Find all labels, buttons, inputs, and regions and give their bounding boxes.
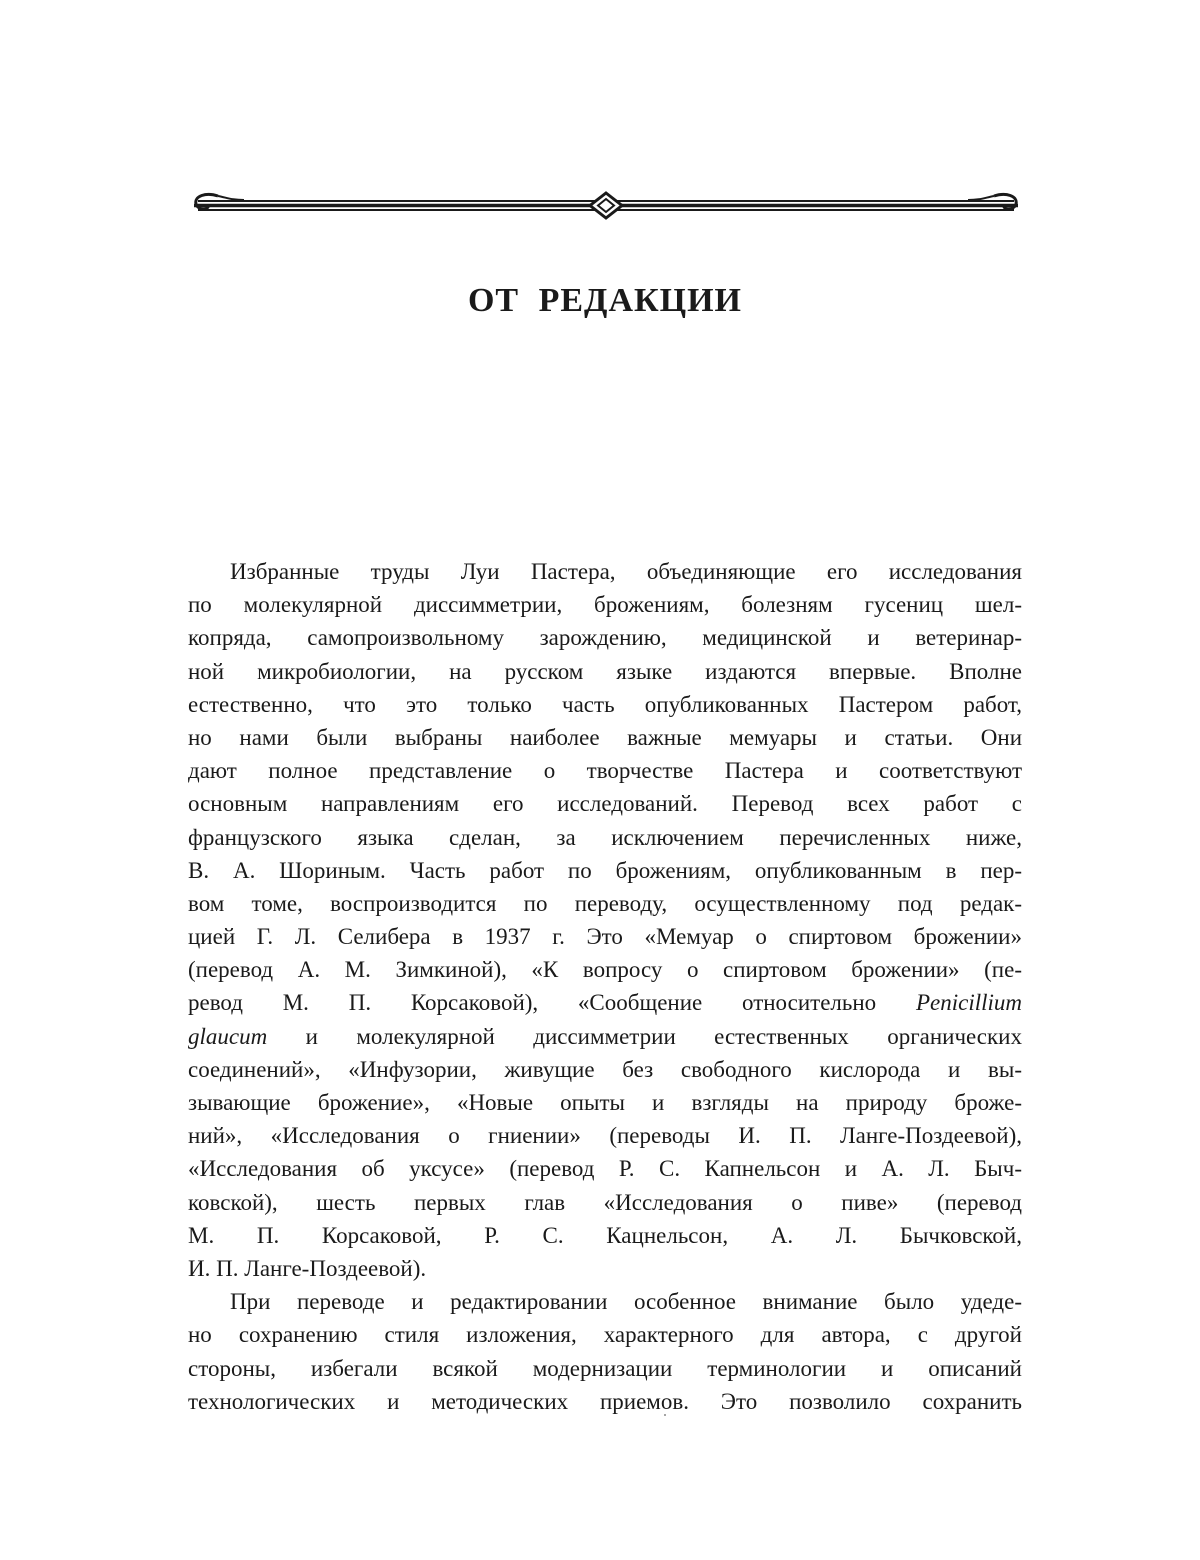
text-line: зывающие брожение», «Новые опыты и взгляды на природу броже-: [188, 1090, 1022, 1115]
text-segment: ревод М. П. Корсаковой), «Сообщение относительно: [188, 990, 916, 1016]
text-line: цией Г. Л. Селибера в 1937 г. Это «Мемуар о спиртовом брожении»: [188, 924, 1022, 950]
text-line: технологических и методических приемов. Это позволило сохранить: [188, 1388, 1022, 1414]
text-line: И. П. Ланге-Поздеевой).: [188, 1255, 427, 1281]
text-line: М. П. Корсаковой, Р. С. Кацнельсон, А. Л. Бычковской,: [188, 1222, 1022, 1248]
latin-term: Penicillium: [915, 990, 1022, 1016]
text-line: [188, 986, 1022, 1019]
latin-term: glaucum: [188, 1023, 268, 1049]
text-line: копряда, самопроизвольному зарождению, медицинской и ветеринар-: [188, 625, 1022, 651]
text-line: В. А. Шориным. Часть работ по брожениям, опубликованным в пер-: [188, 857, 1022, 883]
text-line: ной микробиологии, на русском языке издаются впервые. Вполне: [188, 658, 1022, 684]
decorative-header-rule: [188, 184, 1024, 224]
text-line: ний», «Исследования о гниении» (переводы И. П. Ланге-Поздеевой),: [188, 1123, 1022, 1149]
text-line: по молекулярной диссимметрии, брожениям, болезням гусениц шел-: [188, 592, 1022, 618]
page-title: ОТ РЕДАКЦИИ: [467, 282, 742, 319]
text-line: Избранные труды Луи Пастера, объединяющие его исследования: [230, 559, 1022, 584]
text-line: ковской), шесть первых глав «Исследования о пиве» (перевод: [188, 1189, 1022, 1215]
text-line: (перевод А. М. Зимкиной), «К вопросу о спиртовом брожении» (пе-: [188, 957, 1022, 983]
text-line: французского языка сделан, за исключением перечисленных ниже,: [188, 824, 1022, 850]
text-segment: и молекулярной диссимметрии естественных органических: [267, 1023, 1022, 1049]
text-line: естественно, что это только часть опубликованных Пастером работ,: [188, 691, 1022, 717]
text-line: При переводе и редактировании особенное внимание было удеде-: [230, 1289, 1022, 1315]
text-line: но нами были выбраны наиболее важные мемуары и статьи. Они: [188, 724, 1022, 750]
scan-speck: [664, 1414, 666, 1416]
text-line: стороны, избегали всякой модернизации терминологии и описаний: [188, 1355, 1022, 1381]
text-line: [188, 1020, 1022, 1053]
text-line: основным направлениям его исследований. Перевод всех работ с: [188, 791, 1022, 817]
text-line: вом томе, воспроизводится по переводу, осуществленному под редак-: [188, 890, 1022, 916]
body-text: [188, 555, 1022, 1418]
text-line: соединений», «Инфузории, живущие без свободного кислорода и вы-: [188, 1056, 1022, 1082]
text-line: но сохранению стиля изложения, характерного для автора, с другой: [188, 1322, 1022, 1348]
text-line: дают полное представление о творчестве Пастера и соответствуют: [188, 758, 1022, 784]
text-line: «Исследования об уксусе» (перевод Р. С. Капнельсон и А. Л. Быч-: [188, 1156, 1022, 1182]
